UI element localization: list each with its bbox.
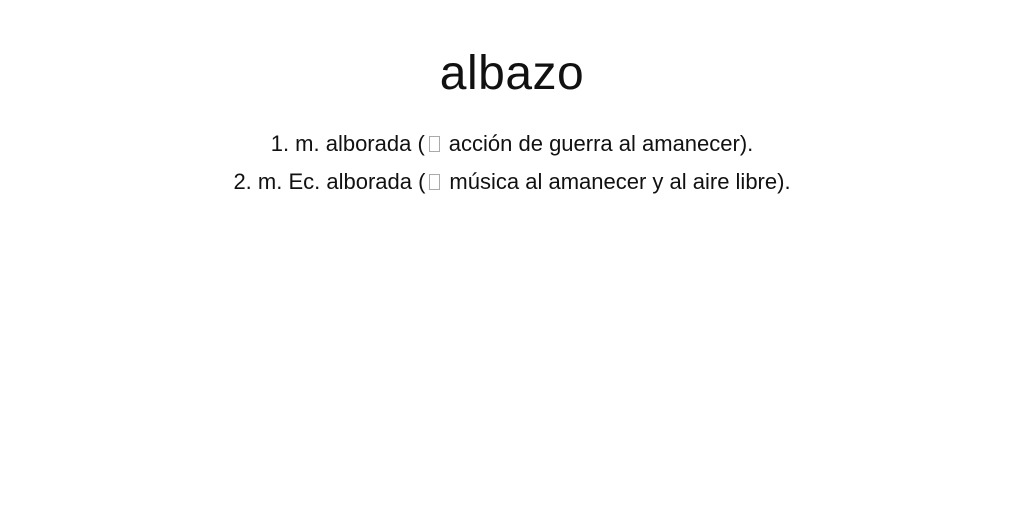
sense-list — [0, 125, 1024, 201]
sense-2 — [0, 163, 1024, 201]
sense-1-prefix: 1. m. alborada ( — [270, 131, 425, 156]
missing-glyph-icon — [429, 136, 440, 152]
headword: albazo — [439, 47, 585, 100]
missing-glyph-icon — [429, 174, 440, 190]
sense-1 — [0, 125, 1024, 163]
sense-2-definition: música al amanecer y al aire libre). — [449, 169, 791, 194]
sense-1-definition: acción de guerra al amanecer). — [448, 131, 754, 156]
sense-2-prefix: 2. m. Ec. alborada ( — [233, 169, 426, 194]
